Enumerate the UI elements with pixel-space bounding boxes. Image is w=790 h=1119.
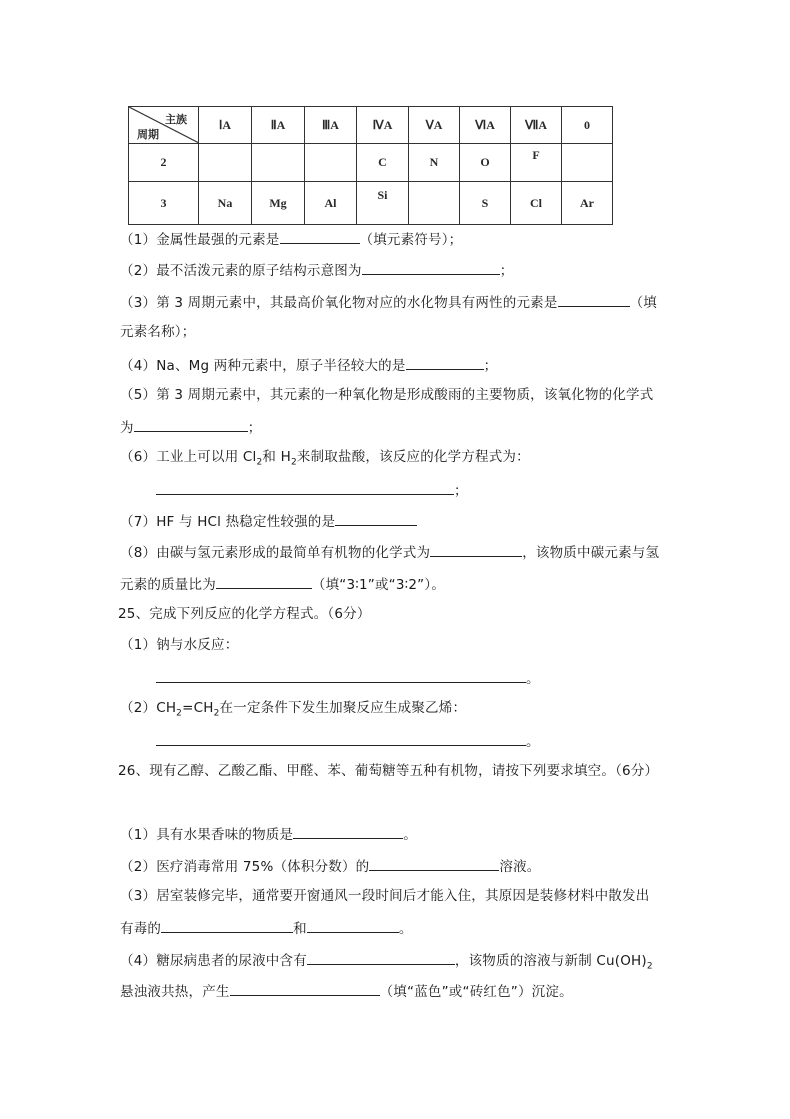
q6-text-end: ； — [454, 483, 468, 499]
question-25-1-answer — [156, 668, 540, 688]
periodic-table — [128, 106, 614, 217]
element-cell: Si — [357, 182, 409, 225]
element-cell: Na — [199, 182, 252, 225]
q3-blank[interactable] — [558, 292, 630, 307]
element-cell: F — [511, 144, 562, 182]
q26-3-end: 。 — [398, 921, 413, 937]
element-cell: Mg — [252, 182, 305, 225]
element-cell: O — [460, 144, 511, 182]
q7-blank[interactable] — [335, 511, 417, 526]
q26-3-text: （3）居室装修完毕，通常要开窗通风一段时间后才能入住，其原因是装修材料中散发出 — [120, 888, 650, 904]
q26-4-text-b: ，该物质的溶液与新制 Cu(OH) — [454, 953, 647, 969]
q25-2-text-c: 在一定条件下发生加聚反应生成聚乙烯： — [219, 700, 467, 716]
q5-text-b: 为 — [120, 420, 134, 436]
question-5 — [120, 386, 653, 404]
q4-blank[interactable] — [406, 355, 484, 370]
q5-text: （5）第 3 周期元素中，其元素的一种氧化物是形成酸雨的主要物质，该氧化物的化学式 — [120, 387, 654, 403]
period-label: 2 — [129, 144, 199, 182]
question-26-3-cont — [120, 918, 413, 938]
q5-text-end: ； — [247, 420, 262, 436]
q26-3-text-c: 和 — [293, 921, 307, 937]
q26-4-text-d: （填“蓝色”或“砖红色”）沉淀。 — [379, 984, 573, 1000]
question-25-2-answer — [156, 731, 540, 751]
element-cell: C — [357, 144, 409, 182]
q26-2-blank[interactable] — [369, 856, 499, 871]
q6-text-b: 和 H — [262, 449, 291, 465]
q25-1-end: 。 — [526, 671, 540, 687]
q25-2-sub1: 2 — [176, 708, 183, 719]
q26-3-blank-1[interactable] — [161, 918, 293, 933]
q1-text: （1）金属性最强的元素是 — [120, 232, 280, 248]
question-25-1 — [120, 636, 238, 654]
q25-2-end: 。 — [526, 734, 540, 750]
element-cell: N — [409, 144, 460, 182]
question-1 — [120, 229, 462, 249]
q7-text: （7）HF 与 HCl 热稳定性较强的是 — [120, 514, 336, 530]
element-cell: Ar — [562, 182, 613, 225]
element-cell — [305, 144, 357, 182]
element-cell — [409, 182, 460, 225]
q4-text-end: ； — [483, 358, 498, 374]
group-header: ⅠA — [199, 107, 252, 144]
q3-text-cont: 元素名称）； — [120, 324, 196, 340]
question-26-1 — [120, 824, 417, 844]
q2-text: （2）最不活泼元素的原子结构示意图为 — [120, 263, 362, 279]
element-cell — [562, 144, 613, 182]
q8-text-a: （8）由碳与氢元素形成的最简单有机物的化学式为 — [120, 545, 431, 561]
group-header: ⅡA — [252, 107, 305, 144]
group-header: ⅦA — [511, 107, 562, 144]
question-26-heading — [118, 762, 658, 780]
q26-1-end: 。 — [403, 827, 417, 843]
table-corner-cell — [129, 107, 199, 144]
q1-text-end: （填元素符号）； — [359, 232, 463, 248]
question-3-cont — [120, 323, 195, 341]
q2-blank[interactable] — [362, 260, 500, 275]
q8-text-d: （填“3∶1”或“3∶2”）。 — [311, 577, 446, 593]
question-26-4-cont — [120, 981, 573, 1001]
corner-label-group: 主族 — [165, 113, 187, 126]
group-header: ⅤA — [409, 107, 460, 144]
q8-blank-2[interactable] — [216, 574, 312, 589]
q25-title: 25、完成下列反应的化学方程式。（6分） — [118, 606, 371, 622]
q8-text-c: 元素的质量比为 — [120, 577, 216, 593]
question-26-3 — [120, 887, 649, 905]
q25-1-text: （1）钠与水反应： — [120, 637, 239, 653]
q26-4-text-a: （4）糖尿病患者的尿液中含有 — [120, 953, 307, 969]
q4-text: （4）Na、Mg 两种元素中，原子半径较大的是 — [120, 358, 406, 374]
q26-4-blank-2[interactable] — [230, 981, 380, 996]
q5-blank[interactable] — [134, 417, 248, 432]
q1-blank[interactable] — [280, 229, 360, 244]
q8-text-b: ，该物质中碳元素与氢 — [522, 545, 660, 561]
question-3 — [120, 292, 657, 312]
q26-4-sub: 2 — [646, 961, 653, 972]
q25-2-sub2: 2 — [213, 708, 220, 719]
element-cell — [252, 144, 305, 182]
element-cell: S — [460, 182, 511, 225]
group-header: 0 — [562, 107, 613, 144]
q26-1-text: （1）具有水果香味的物质是 — [120, 827, 294, 843]
group-header: ⅣA — [357, 107, 409, 144]
question-6-answer — [156, 480, 468, 500]
q26-3-text-b: 有毒的 — [120, 921, 162, 937]
q26-3-blank-2[interactable] — [307, 918, 399, 933]
q6-sub1: 2 — [256, 457, 263, 468]
q26-title: 26、现有乙醇、乙酸乙酯、甲醛、苯、葡萄糖等五种有机物，请按下列要求填空。（6分） — [118, 763, 659, 779]
q2-text-end: ； — [499, 263, 514, 279]
element-cell — [199, 144, 252, 182]
question-26-4 — [120, 950, 653, 976]
question-5-cont — [120, 417, 261, 437]
question-25-heading — [118, 605, 371, 623]
element-cell: Al — [305, 182, 357, 225]
group-header: ⅢA — [305, 107, 357, 144]
question-26-2 — [120, 856, 541, 876]
q26-4-text-c: 悬浊液共热，产生 — [120, 984, 230, 1000]
q6-text-c: 来制取盐酸，该反应的化学方程式为： — [296, 449, 530, 465]
question-6 — [120, 448, 530, 472]
group-header: ⅥA — [460, 107, 511, 144]
question-8-cont — [120, 574, 445, 594]
q26-2-end: 溶液。 — [499, 859, 541, 875]
q25-1-blank[interactable] — [156, 668, 526, 683]
q8-blank-1[interactable] — [430, 542, 522, 557]
q25-2-blank[interactable] — [156, 731, 526, 746]
period-label: 3 — [129, 182, 199, 225]
question-4 — [120, 355, 497, 375]
element-cell: Cl — [511, 182, 562, 225]
q25-2-text-a: （2）CH — [120, 700, 177, 716]
corner-label-period: 周期 — [137, 128, 159, 141]
q6-sub2: 2 — [290, 457, 297, 468]
q3-text-end: （填 — [629, 295, 657, 311]
q26-2-text: （2）医疗消毒常用 75%（体积分数）的 — [120, 859, 370, 875]
q6-text-a: （6）工业上可以用 Cl — [120, 449, 257, 465]
question-8 — [120, 542, 659, 562]
q26-4-blank-1[interactable] — [307, 950, 455, 965]
q6-blank[interactable] — [156, 480, 454, 495]
q3-text: （3）第 3 周期元素中，其最高价氧化物对应的水化物具有两性的元素是 — [120, 295, 558, 311]
question-25-2 — [120, 699, 466, 723]
question-7 — [120, 511, 417, 531]
q25-2-text-b: =CH — [182, 700, 214, 716]
q26-1-blank[interactable] — [293, 824, 403, 839]
question-2 — [120, 260, 513, 280]
